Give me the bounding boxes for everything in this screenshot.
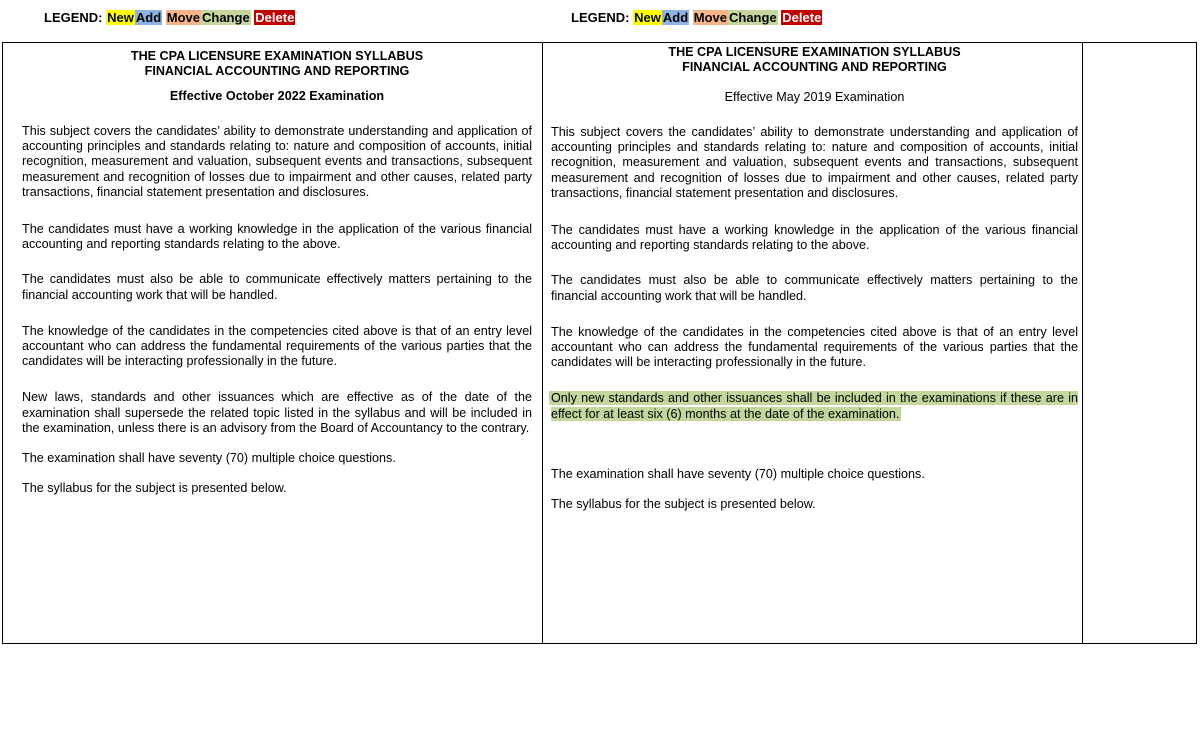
comparison-table xyxy=(2,42,1197,644)
legend-change: Change xyxy=(202,10,250,25)
paragraph-syllabus-intro: The syllabus for the subject is presented below. xyxy=(22,481,287,496)
paragraph-communicate: The candidates must also be able to communicate effectively matters pertaining to the financial accounting work that will be handled. xyxy=(22,272,532,302)
left-column-new-syllabus xyxy=(3,43,543,643)
legend-right xyxy=(571,10,822,26)
legend-delete: Delete xyxy=(782,10,822,25)
paragraph-competencies: The knowledge of the candidates in the competencies cited above is that of an entry level accountant who can address the fundamental requirements of the various parties that the candidates will be interacting professionally in the future. xyxy=(22,323,532,369)
legend-new: New xyxy=(107,10,134,25)
paragraph-scope: This subject covers the candidates’ ability to demonstrate understanding and application of accounting principles and standards relating to: nature and composition of accounts, initial recognition, measurement and valuation, subsequent events and transactions, subsequent measurement and recognition of losses due to impairment and other causes, related party transactions, financial statement presentation and disclosures. xyxy=(551,125,1078,200)
paragraph-new-laws: New laws, standards and other issuances which are effective as of the date of the examination shall supersede the related topic listed in the syllabus and will be included in the examination, unless there is an advisory from the Board of Accountancy to the contrary. xyxy=(22,390,532,435)
legend-change: Change xyxy=(729,10,777,25)
paragraph-new-standards-changed: Only new standards and other issuances shall be included in the examinations if these are in effect for at least six (6) months at the date of the examination. xyxy=(551,391,1078,421)
paragraph-syllabus-intro: The syllabus for the subject is presented below. xyxy=(551,497,816,512)
paragraph-knowledge: The candidates must have a working knowledge in the application of the various financial accounting and reporting standards relating to the above. xyxy=(22,222,532,252)
paragraph-competencies: The knowledge of the candidates in the competencies cited above is that of an entry level accountant who can address the fundamental requirements of the various parties that the candidates will be interacting professionally in the future. xyxy=(551,324,1078,370)
effective-date: Effective May 2019 Examination xyxy=(724,89,905,104)
legend-label: LEGEND: xyxy=(44,10,103,25)
syllabus-title: THE CPA LICENSURE EXAMINATION SYLLABUS FINANCIAL ACCOUNTING AND REPORTING xyxy=(668,45,961,75)
syllabus-title: THE CPA LICENSURE EXAMINATION SYLLABUS FINANCIAL ACCOUNTING AND REPORTING xyxy=(130,49,424,79)
paragraph-question-count: The examination shall have seventy (70) multiple choice questions. xyxy=(22,451,396,466)
legend-add: Add xyxy=(662,10,689,25)
legend-left xyxy=(44,10,295,26)
legend-move: Move xyxy=(166,10,200,25)
paragraph-communicate: The candidates must also be able to communicate effectively matters pertaining to the financial accounting work that will be handled. xyxy=(551,273,1078,303)
paragraph-scope: This subject covers the candidates’ ability to demonstrate understanding and application of accounting principles and standards relating to: nature and composition of accounts, initial recognition, measurement and valuation, subsequent events and transactions, subsequent measurement and recognition of losses due to impairment and other causes, related party transactions, financial statement presentation and disclosures. xyxy=(22,124,532,199)
legend-delete: Delete xyxy=(255,10,295,25)
notes-column xyxy=(1085,43,1196,643)
paragraph-knowledge: The candidates must have a working knowledge in the application of the various financial accounting and reporting standards relating to the above. xyxy=(551,223,1078,253)
paragraph-question-count: The examination shall have seventy (70) multiple choice questions. xyxy=(551,466,925,481)
legend-move: Move xyxy=(693,10,727,25)
legend-add: Add xyxy=(135,10,162,25)
legend-new: New xyxy=(634,10,661,25)
legend-label: LEGEND: xyxy=(571,10,630,25)
right-column-old-syllabus xyxy=(544,43,1084,643)
paragraph-new-standards-wrap xyxy=(551,391,1078,421)
effective-date: Effective October 2022 Examination xyxy=(169,88,385,103)
